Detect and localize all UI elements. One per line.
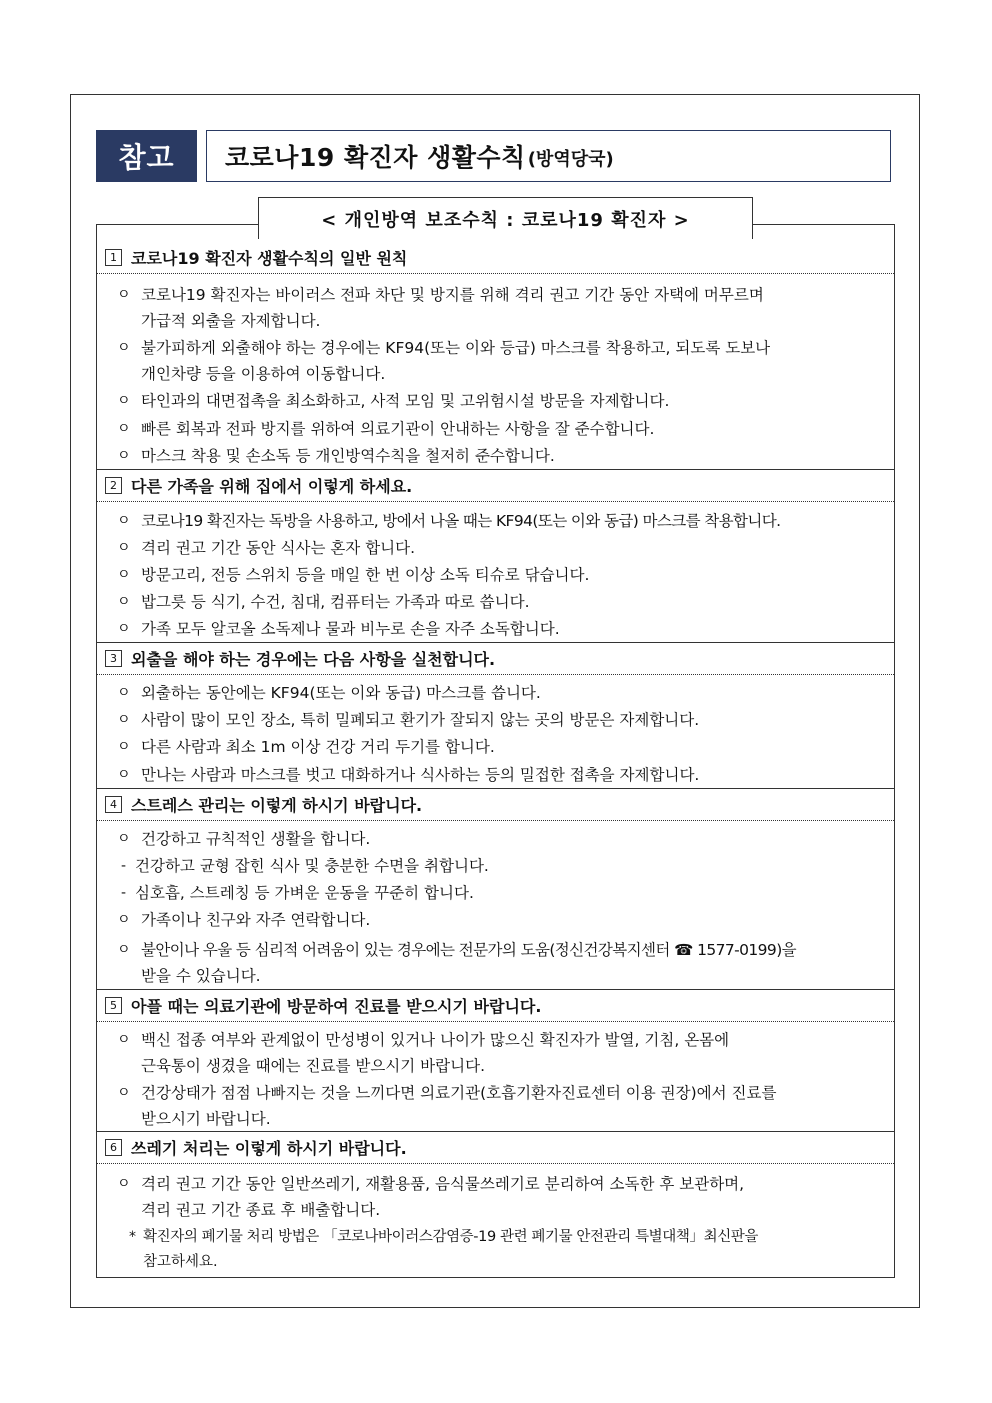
list-item: [117, 416, 887, 442]
list-item: [117, 707, 887, 733]
item-text: 건강상태가 점점 나빠지는 것을 느끼다면 의료기관(호흡기환자진료센터 이용 권장)에서 진료를: [141, 1084, 777, 1102]
list-item: [117, 680, 887, 706]
item-text-cont: 받으시기 바랍니다.: [141, 1110, 271, 1128]
page-title: 코로나19 확진자 생활수칙: [225, 143, 526, 172]
list-item: [117, 1171, 887, 1223]
bullet-marker: ㅇ: [117, 567, 131, 583]
item-text: 코로나19 확진자는 바이러스 전파 차단 및 방지를 위해 격리 권고 기간 동안 자택에 머무르며: [141, 286, 764, 304]
bullet-marker: ㅇ: [117, 831, 131, 847]
bullet-marker: ㅇ: [117, 621, 131, 637]
item-text: 격리 권고 기간 동안 일반쓰레기, 재활용품, 음식물쓰레기로 분리하여 소독한 후 보관하며,: [141, 1175, 745, 1193]
section-number: 3: [105, 650, 122, 667]
list-item: [117, 508, 887, 534]
dotted-divider: [97, 273, 894, 274]
list-item: [117, 616, 887, 642]
reference-badge: 참고: [96, 130, 197, 182]
item-text: 불가피하게 외출해야 하는 경우에는 KF94(또는 이와 등급) 마스크를 착용하고, 되도록 도보나: [141, 339, 771, 357]
section-heading-6: [97, 1131, 894, 1163]
item-text: 사람이 많이 모인 장소, 특히 밀폐되고 환기가 잘되지 않는 곳의 방문은 자제합니다.: [141, 711, 700, 729]
bullet-marker: ㅇ: [117, 393, 131, 409]
bullet-marker: ㅇ: [117, 540, 131, 556]
page-title-source: (방역당국): [527, 149, 614, 170]
item-text: 밥그릇 등 식기, 수건, 침대, 컴퓨터는 가족과 따로 씁니다.: [141, 593, 530, 611]
bullet-marker: ㅇ: [117, 685, 131, 701]
item-text-cont: 격리 권고 기간 종료 후 배출합니다.: [141, 1201, 381, 1219]
item-text-cont: 참고하세요.: [143, 1254, 218, 1270]
item-text: 가족이나 친구와 자주 연락합니다.: [141, 911, 371, 929]
item-text: 불안이나 우울 등 심리적 어려움이 있는 경우에는 전문가의 도움(정신건강복지센터 ☎ 1577-0199)을: [141, 941, 797, 959]
bullet-marker: ㅇ: [117, 739, 131, 755]
dash-marker: -: [121, 885, 127, 901]
section-heading-4: [97, 788, 894, 820]
bullet-marker: ㅇ: [117, 1176, 131, 1192]
item-text: 백신 접종 여부와 관계없이 만성병이 있거나 나이가 많으신 확진자가 발열, 기침, 온몸에: [141, 1031, 730, 1049]
bullet-marker: ㅇ: [117, 340, 131, 356]
list-item: [117, 1027, 887, 1079]
section-number: 2: [105, 477, 122, 494]
bullet-marker: ㅇ: [117, 1032, 131, 1048]
list-sub-item: [121, 880, 891, 906]
list-sub-item: [121, 853, 891, 879]
bullet-marker: ㅇ: [117, 513, 131, 529]
subtitle-tab: < 개인방역 보조수칙 : 코로나19 확진자 >: [258, 197, 753, 239]
dotted-divider: [97, 820, 894, 821]
bullet-marker: ㅇ: [117, 712, 131, 728]
dotted-divider: [97, 1021, 894, 1022]
list-item: [117, 282, 887, 334]
footnote: [129, 1225, 899, 1275]
section-number: 4: [105, 796, 122, 813]
list-item: [117, 388, 887, 414]
section-heading-2: [97, 469, 894, 501]
item-text: 타인과의 대면접촉을 최소화하고, 사적 모임 및 고위험시설 방문을 자제합니다.: [141, 392, 670, 410]
section-heading-text: 외출을 해야 하는 경우에는 다음 사항을 실천합니다.: [131, 649, 496, 669]
section-heading-text: 아플 때는 의료기관에 방문하여 진료를 받으시기 바랍니다.: [131, 996, 542, 1016]
bullet-marker: ㅇ: [117, 421, 131, 437]
item-text: 외출하는 동안에는 KF94(또는 이와 동급) 마스크를 씁니다.: [141, 684, 541, 702]
section-heading-3: [97, 642, 894, 674]
section-number: 5: [105, 997, 122, 1014]
list-item: [117, 589, 887, 615]
item-text-cont: 개인차량 등을 이용하여 이동합니다.: [141, 365, 386, 383]
section-heading-text: 스트레스 관리는 이렇게 하시기 바랍니다.: [131, 795, 423, 815]
bullet-marker: ㅇ: [117, 942, 131, 958]
dash-marker: -: [121, 858, 127, 874]
list-item: [117, 734, 887, 760]
list-item: [117, 443, 887, 469]
item-text: 건강하고 균형 잡힌 식사 및 충분한 수면을 취합니다.: [135, 857, 489, 875]
item-text: 심호흡, 스트레칭 등 가벼운 운동을 꾸준히 합니다.: [135, 884, 474, 902]
bullet-marker: ㅇ: [117, 767, 131, 783]
list-item: [117, 826, 887, 852]
dotted-divider: [97, 674, 894, 675]
bullet-marker: ㅇ: [117, 287, 131, 303]
item-text-cont: 받을 수 있습니다.: [141, 967, 261, 985]
item-text: 다른 사람과 최소 1m 이상 건강 거리 두기를 합니다.: [141, 738, 495, 756]
section-heading-text: 쓰레기 처리는 이렇게 하시기 바랍니다.: [131, 1138, 407, 1158]
list-item: [117, 1080, 887, 1132]
bullet-marker: ㅇ: [117, 912, 131, 928]
bullet-marker: ㅇ: [117, 1085, 131, 1101]
rules-table: [96, 224, 895, 1278]
item-text: 마스크 착용 및 손소독 등 개인방역수칙을 철저히 준수합니다.: [141, 447, 555, 465]
item-text-cont: 근육통이 생겼을 때에는 진료를 받으시기 바랍니다.: [141, 1057, 485, 1075]
item-text-cont: 가급적 외출을 자제합니다.: [141, 312, 321, 330]
title-box: [206, 130, 891, 182]
section-heading-text: 다른 가족을 위해 집에서 이렇게 하세요.: [131, 476, 413, 496]
list-item: [117, 562, 887, 588]
item-text: 격리 권고 기간 동안 식사는 혼자 합니다.: [141, 539, 416, 557]
bullet-marker: ㅇ: [117, 594, 131, 610]
item-text: 만나는 사람과 마스크를 벗고 대화하거나 식사하는 등의 밀접한 접촉을 자제합니다.: [141, 766, 700, 784]
list-item: [117, 937, 887, 989]
list-item: [117, 535, 887, 561]
item-text: 가족 모두 알코올 소독제나 물과 비누로 손을 자주 소독합니다.: [141, 620, 560, 638]
dotted-divider: [97, 501, 894, 502]
list-item: [117, 907, 887, 933]
item-text: 확진자의 폐기물 처리 방법은 「코로나바이러스감염증-19 관련 폐기물 안전관리 특별대책」최신판을: [143, 1229, 759, 1245]
dotted-divider: [97, 1163, 894, 1164]
item-text: 코로나19 확진자는 독방을 사용하고, 방에서 나올 때는 KF94(또는 이와 동급) 마스크를 착용합니다.: [141, 512, 781, 530]
section-number: 6: [105, 1139, 122, 1156]
section-number: 1: [105, 249, 122, 266]
list-item: [117, 335, 887, 387]
item-text: 방문고리, 전등 스위치 등을 매일 한 번 이상 소독 티슈로 닦습니다.: [141, 566, 590, 584]
section-heading-1: [97, 241, 894, 273]
item-text: 건강하고 규칙적인 생활을 합니다.: [141, 830, 371, 848]
section-heading-5: [97, 989, 894, 1021]
asterisk-marker: *: [129, 1229, 136, 1245]
section-heading-text: 코로나19 확진자 생활수칙의 일반 원칙: [131, 248, 408, 268]
list-item: [117, 762, 887, 788]
bullet-marker: ㅇ: [117, 448, 131, 464]
item-text: 빠른 회복과 전파 방지를 위하여 의료기관이 안내하는 사항을 잘 준수합니다.: [141, 420, 655, 438]
